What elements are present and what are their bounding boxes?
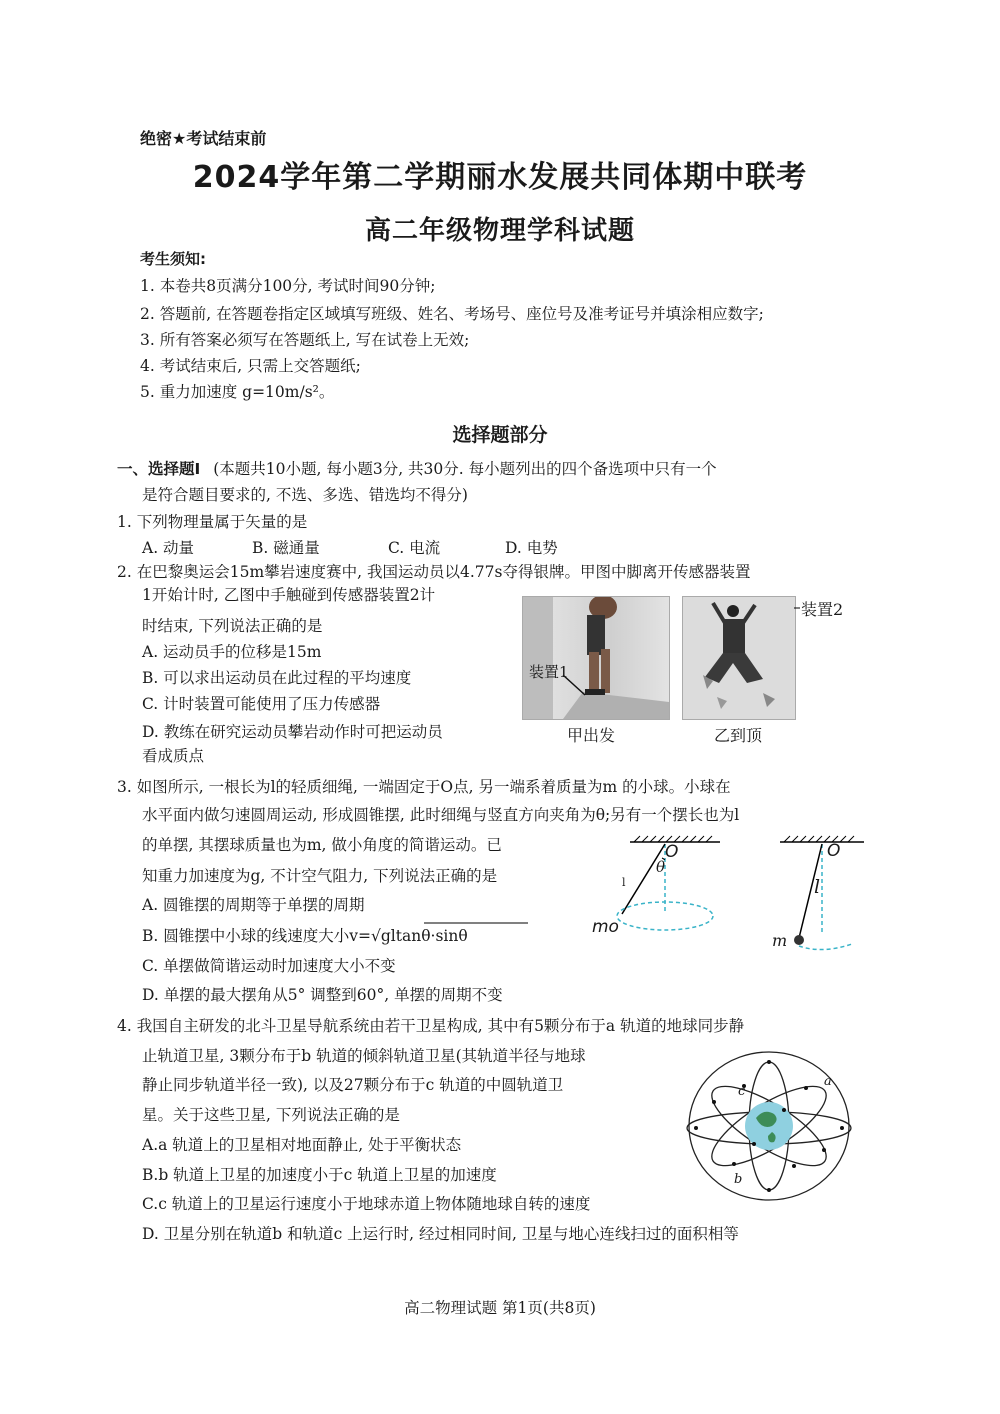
q2-option-c: C. 计时装置可能使用了压力传感器 — [142, 695, 381, 713]
sqrt-overline — [422, 920, 530, 926]
simple-l-label: l — [814, 876, 821, 898]
device-2-label: 装置2 — [801, 600, 844, 619]
cone-theta-label: θ — [656, 858, 666, 876]
cone-o-label: O — [665, 842, 679, 862]
satellite-orbits-figure — [684, 1048, 854, 1204]
q3-stem-3: 的单摆, 其摆球质量也为m, 做小角度的简谐运动。已 — [142, 836, 502, 854]
notice-item-3: 3. 所有答案必须写在答题纸上, 写在试卷上无效; — [140, 331, 470, 349]
caption-top: 乙到顶 — [714, 726, 763, 745]
q2-option-a: A. 运动员手的位移是15m — [142, 643, 322, 661]
cone-m-label: mo — [592, 917, 619, 937]
q2-option-d: D. 教练在研究运动员攀岩动作时可把运动员 — [142, 723, 443, 741]
notice-item-5: 5. 重力加速度 g=10m/s²。 — [140, 383, 335, 401]
exam-subtitle: 高二年级物理学科试题 — [364, 216, 635, 246]
q4-option-a: A.a 轨道上的卫星相对地面静止, 处于平衡状态 — [142, 1136, 462, 1154]
q4-stem-4: 星。关于这些卫星, 下列说法正确的是 — [142, 1106, 400, 1124]
q2-option-d-cont: 看成质点 — [142, 747, 205, 765]
q2-stem-2: 1开始计时, 乙图中手触碰到传感器装置2计 — [142, 586, 436, 604]
q4-stem-2: 止轨道卫星, 3颗分布于b 轨道的倾斜轨道卫星(其轨道半径与地球 — [142, 1047, 586, 1065]
climber-top-photo — [682, 596, 796, 720]
simple-o-label: O — [827, 841, 841, 861]
page-footer: 高二物理试题 第1页(共8页) — [404, 1299, 596, 1317]
part-description: (本题共10小题, 每小题3分, 共30分. 每小题列出的四个备选项中只有一个 — [213, 460, 717, 478]
simple-m-label: m — [772, 931, 788, 950]
orbit-b-label: b — [734, 1172, 743, 1187]
notice-item-2: 2. 答题前, 在答题卷指定区域填写班级、姓名、考场号、座位号及准考证号并填涂相应数字; — [140, 305, 764, 323]
q2-stem-1: 2. 在巴黎奥运会15m攀岩速度赛中, 我国运动员以4.77s夺得银牌。甲图中脚离开传感器装置 — [117, 563, 751, 581]
q3-option-c: C. 单摆做简谐运动时加速度大小不变 — [142, 957, 396, 975]
q4-stem-3: 静止同步轨道半径一致), 以及27颗分布于c 轨道的中圆轨道卫 — [142, 1076, 564, 1094]
caption-start: 甲出发 — [567, 726, 616, 745]
q4-option-b: B.b 轨道上卫星的加速度小于c 轨道上卫星的加速度 — [142, 1166, 497, 1184]
q3-option-b: B. 圆锥摆中小球的线速度大小v=√gltanθ·sinθ — [142, 927, 468, 945]
part-description-2: 是符合题目要求的, 不选、多选、错选均不得分) — [142, 486, 468, 504]
q1-option-b: B. 磁通量 — [252, 539, 320, 557]
device-1-label: 装置1 — [529, 663, 569, 681]
q2-option-b: B. 可以求出运动员在此过程的平均速度 — [142, 669, 412, 687]
q1-option-a: A. 动量 — [142, 539, 195, 557]
q3-option-d: D. 单摆的最大摆角从5° 调整到60°, 单摆的周期不变 — [142, 986, 503, 1004]
climber-start-drawing — [523, 597, 669, 719]
climber-top-drawing — [683, 597, 795, 719]
q4-stem-1: 4. 我国自主研发的北斗卫星导航系统由若干卫星构成, 其中有5颗分布于a 轨道的地球同步静 — [117, 1017, 745, 1035]
cone-l-label: l — [622, 876, 626, 889]
notice-heading: 考生须知: — [140, 250, 206, 268]
notice-item-4: 4. 考试结束后, 只需上交答题纸; — [140, 357, 361, 375]
climber-start-photo — [522, 596, 670, 720]
q2-stem-3: 时结束, 下列说法正确的是 — [142, 617, 323, 635]
orbit-a-label: a — [824, 1074, 832, 1089]
section-title: 选择题部分 — [452, 424, 548, 446]
q3-stem-1: 3. 如图所示, 一根长为l的轻质细绳, 一端固定于O点, 另一端系着质量为m 的小球。小球在 — [117, 778, 731, 796]
exam-title: 2024学年第二学期丽水发展共同体期中联考 — [192, 160, 808, 195]
notice-item-1: 1. 本卷共8页满分100分, 考试时间90分钟; — [140, 277, 436, 295]
part-header — [117, 459, 717, 479]
confidential-label: 绝密★考试结束前 — [140, 129, 267, 148]
q1-option-c: C. 电流 — [388, 539, 441, 557]
q3-stem-2: 水平面内做匀速圆周运动, 形成圆锥摆, 此时细绳与竖直方向夹角为θ;另有一个摆长也为l — [142, 806, 740, 824]
orbit-c-label: c — [738, 1084, 746, 1099]
q4-option-d: D. 卫星分别在轨道b 和轨道c 上运行时, 经过相同时间, 卫星与地心连线扫过的面积相等 — [142, 1225, 739, 1243]
q1-option-d: D. 电势 — [505, 539, 558, 557]
part-label: 一、选择题I — [117, 460, 201, 478]
q3-option-a: A. 圆锥摆的周期等于单摆的周期 — [142, 896, 365, 914]
q4-option-c: C.c 轨道上的卫星运行速度小于地球赤道上物体随地球自转的速度 — [142, 1195, 591, 1213]
q1-stem: 1. 下列物理量属于矢量的是 — [117, 513, 308, 531]
q3-stem-4: 知重力加速度为g, 不计空气阻力, 下列说法正确的是 — [142, 867, 498, 885]
